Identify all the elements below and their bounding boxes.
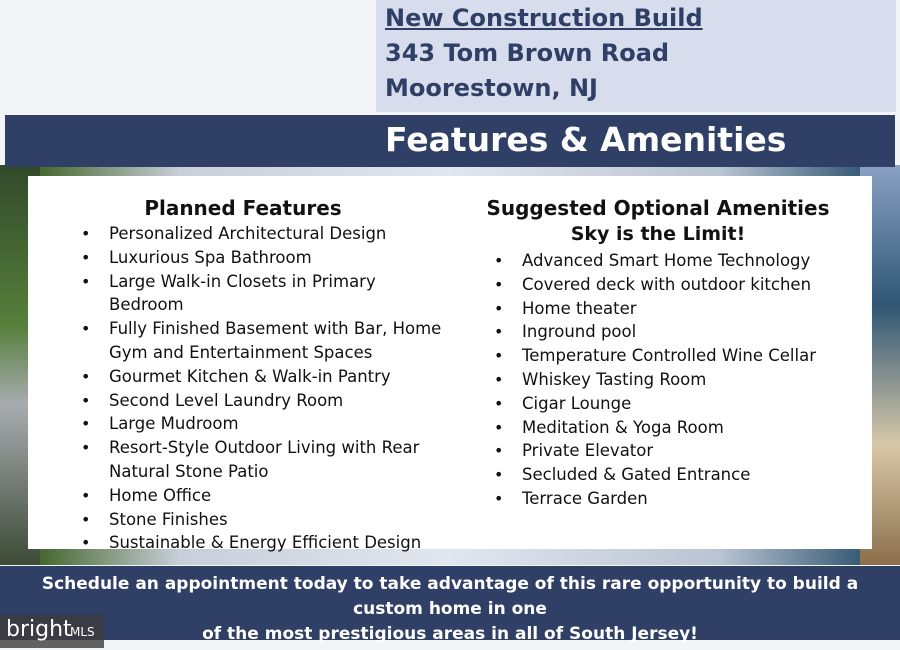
- street-address: 343 Tom Brown Road: [385, 39, 670, 67]
- feature-item: • Large Mudroom: [81, 412, 451, 436]
- section-title: Features & Amenities: [385, 120, 787, 159]
- feature-item: • Personalized Architectural Design: [81, 222, 451, 246]
- feature-item: • Stone Finishes: [81, 508, 451, 532]
- feature-item: • Luxurious Spa Bathroom: [81, 246, 451, 270]
- listing-title: New Construction Build: [385, 4, 703, 32]
- feature-item: • Sustainable & Energy Efficient Design: [81, 531, 451, 555]
- features-card: [28, 176, 872, 553]
- optional-amenities-list: [494, 249, 854, 511]
- feature-item: • Temperature Controlled Wine Cellar: [494, 344, 854, 368]
- feature-item: • Resort-Style Outdoor Living with Rear Natural Stone Patio: [81, 436, 451, 484]
- logo-mls: MLS: [70, 625, 95, 639]
- logo-brand: bright: [6, 617, 72, 642]
- optional-amenities-subtitle: Sky is the Limit!: [570, 223, 746, 245]
- optional-amenities-heading: Suggested Optional Amenities: [486, 196, 830, 220]
- feature-item: • Terrace Garden: [494, 487, 854, 511]
- footer-text: [10, 572, 890, 647]
- feature-item: • Meditation & Yoga Room: [494, 416, 854, 440]
- feature-item: • Fully Finished Basement with Bar, Home Gym and Entertainment Spaces: [81, 317, 451, 365]
- feature-item: • Secluded & Gated Entrance: [494, 463, 854, 487]
- feature-item: • Large Walk-in Closets in Primary Bedroom: [81, 270, 451, 318]
- feature-item: • Private Elevator: [494, 439, 854, 463]
- feature-item: • Home Office: [81, 484, 451, 508]
- feature-item: • Whiskey Tasting Room: [494, 368, 854, 392]
- city-state: Moorestown, NJ: [385, 74, 598, 102]
- bright-mls-logo: [0, 615, 104, 648]
- feature-item: • Advanced Smart Home Technology: [494, 249, 854, 273]
- feature-item: • Cigar Lounge: [494, 392, 854, 416]
- planned-features-list: [81, 222, 451, 555]
- footer-line-2: of the most prestigious areas in all of South Jersey!: [202, 624, 698, 644]
- feature-item: • Covered deck with outdoor kitchen: [494, 273, 854, 297]
- feature-item: • Second Level Laundry Room: [81, 389, 451, 413]
- footer-line-1: Schedule an appointment today to take advantage of this rare opportunity to build a custom home in one: [41, 574, 859, 619]
- feature-item: • Home theater: [494, 297, 854, 321]
- address-box: [376, 0, 896, 112]
- planned-features-heading: Planned Features: [144, 196, 342, 220]
- feature-item: • Inground pool: [494, 320, 854, 344]
- feature-item: • Gourmet Kitchen & Walk-in Pantry: [81, 365, 451, 389]
